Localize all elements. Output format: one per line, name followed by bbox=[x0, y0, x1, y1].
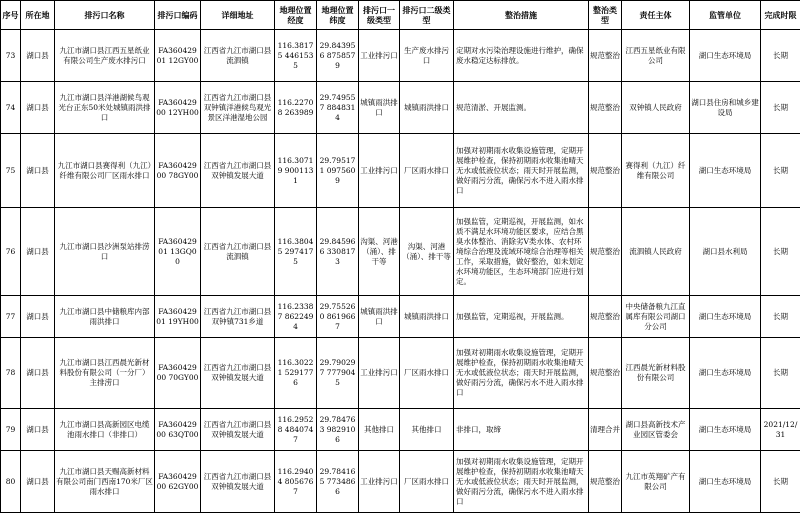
cell-longitude: 116.30221 5291776 bbox=[275, 338, 317, 409]
cell-responsible-party: 江西五星纸业有限公司 bbox=[622, 30, 690, 82]
cell-measures: 加强监管，定期巡视，开展监测，如水质不满足水环境功能区要求，应结合黑臭水体整治、消除劣Ⅴ类水体、农村环境综合治理及流域环境综合治理等相关工作，采取措施，做好整治，如未划定水环境功能区，生态环境部门应进行划定。 bbox=[454, 208, 589, 296]
cell-outfall-code: FA36042901 12GY00 bbox=[155, 30, 201, 82]
cell-supervisor: 湖口生态环境局 bbox=[690, 134, 761, 208]
cell-no: 77 bbox=[1, 296, 21, 338]
cell-type-2: 沟渠、河港（涌）、排干等 bbox=[400, 208, 454, 296]
cell-address: 江西省九江市湖口县双钟镇731乡道 bbox=[201, 296, 275, 338]
table-row bbox=[1, 409, 800, 451]
table-row bbox=[1, 208, 800, 296]
cell-type-2: 厂区雨水排口 bbox=[400, 338, 454, 409]
cell-remediation-type: 规范整治 bbox=[589, 296, 622, 338]
cell-responsible-party: 双钟镇人民政府 bbox=[622, 82, 690, 134]
cell-responsible-party: 九江市英翔矿产有限公司 bbox=[622, 451, 690, 513]
cell-deadline: 长期 bbox=[761, 134, 800, 208]
cell-location: 湖口县 bbox=[21, 82, 55, 134]
cell-longitude: 116.30719 9001131 bbox=[275, 134, 317, 208]
cell-supervisor: 湖口生态环境局 bbox=[690, 409, 761, 451]
cell-deadline: 长期 bbox=[761, 82, 800, 134]
cell-supervisor: 湖口生态环境局 bbox=[690, 296, 761, 338]
cell-type-1: 工业排污口 bbox=[359, 451, 400, 513]
cell-responsible-party: 湖口县高新技术产业园区管委会 bbox=[622, 409, 690, 451]
cell-outfall-name: 九江市湖口县中储粮库内部雨洪排口 bbox=[55, 296, 155, 338]
cell-type-1: 工业排污口 bbox=[359, 338, 400, 409]
table-row bbox=[1, 338, 800, 409]
cell-outfall-code: FA36042900 70GY00 bbox=[155, 338, 201, 409]
cell-type-1: 沟渠、河港（涌）、排干等 bbox=[359, 208, 400, 296]
cell-location: 湖口县 bbox=[21, 30, 55, 82]
cell-remediation-type: 规范整治 bbox=[589, 134, 622, 208]
cell-latitude: 29.755260 8619667 bbox=[317, 296, 359, 338]
cell-location: 湖口县 bbox=[21, 296, 55, 338]
cell-longitude: 116.29528 4840747 bbox=[275, 409, 317, 451]
cell-address: 江西省九江市湖口县双钟镇发展大道 bbox=[201, 451, 275, 513]
cell-deadline: 长期 bbox=[761, 296, 800, 338]
header-deadline: 完成时限 bbox=[761, 1, 800, 30]
cell-supervisor: 湖口县住房和城乡建设局 bbox=[690, 82, 761, 134]
cell-deadline: 长期 bbox=[761, 30, 800, 82]
header-measures: 整治措施 bbox=[454, 1, 589, 30]
cell-no: 76 bbox=[1, 208, 21, 296]
cell-responsible-party: 中央储备粮九江直属库有限公司湖口分公司 bbox=[622, 296, 690, 338]
cell-address: 江西省九江市湖口县流泗镇 bbox=[201, 30, 275, 82]
cell-measures: 定期对水污染治理设施进行维护，确保废水稳定达标排放。 bbox=[454, 30, 589, 82]
cell-responsible-party: 赛得利（九江）纤维有限公司 bbox=[622, 134, 690, 208]
cell-responsible-party: 江西晨光新材料股份有限公司 bbox=[622, 338, 690, 409]
cell-supervisor: 湖口生态环境局 bbox=[690, 338, 761, 409]
cell-outfall-code: FA36042900 78GY00 bbox=[155, 134, 201, 208]
cell-no: 79 bbox=[1, 409, 21, 451]
cell-deadline: 长期 bbox=[761, 451, 800, 513]
cell-supervisor: 湖口生态环境局 bbox=[690, 451, 761, 513]
cell-measures: 加强对初期雨水收集设施管理，定期开展维护检查，保持初期雨水收集池晴天无水或低液位状态；雨天时开展监测，做好雨污分流，确保污水不进入雨水排口 bbox=[454, 338, 589, 409]
header-no: 序号 bbox=[1, 1, 21, 30]
cell-no: 80 bbox=[1, 451, 21, 513]
cell-type-2: 生产废水排污口 bbox=[400, 30, 454, 82]
cell-latitude: 29.845966 3308173 bbox=[317, 208, 359, 296]
header-longitude: 地理位置经度 bbox=[275, 1, 317, 30]
cell-no: 75 bbox=[1, 134, 21, 208]
cell-measures: 规范清淤、开展监测。 bbox=[454, 82, 589, 134]
header-type-2: 排污口二级类型 bbox=[400, 1, 454, 30]
header-outfall-code: 排污口编码 bbox=[155, 1, 201, 30]
cell-address: 江西省九江市湖口县双钟镇洋港候鸟观光景区洋港湿地公园 bbox=[201, 82, 275, 134]
cell-supervisor: 湖口县水利局 bbox=[690, 208, 761, 296]
cell-type-2: 厂区雨水排口 bbox=[400, 451, 454, 513]
cell-outfall-name: 九江市湖口县天赐高新材料有限公司南门西南170米厂区雨水排口 bbox=[55, 451, 155, 513]
header-row bbox=[1, 1, 800, 30]
cell-location: 湖口县 bbox=[21, 134, 55, 208]
cell-outfall-name: 九江市湖口县沙洲泵站排涝口 bbox=[55, 208, 155, 296]
cell-measures: 加强监管，定期巡视，开展监测。 bbox=[454, 296, 589, 338]
cell-longitude: 116.22708 263989 bbox=[275, 82, 317, 134]
cell-latitude: 29.749557 8848314 bbox=[317, 82, 359, 134]
cell-type-2: 城镇雨洪排口 bbox=[400, 296, 454, 338]
cell-type-1: 其他排口 bbox=[359, 409, 400, 451]
cell-outfall-code: FA36042900 63QT00 bbox=[155, 409, 201, 451]
cell-latitude: 29.843956 8758579 bbox=[317, 30, 359, 82]
cell-remediation-type: 规范整治 bbox=[589, 82, 622, 134]
cell-latitude: 29.790297 7779045 bbox=[317, 338, 359, 409]
cell-no: 78 bbox=[1, 338, 21, 409]
cell-deadline: 长期 bbox=[761, 338, 800, 409]
cell-remediation-type: 规范整治 bbox=[589, 338, 622, 409]
header-remediation-type: 整治类型 bbox=[589, 1, 622, 30]
cell-type-1: 工业排污口 bbox=[359, 134, 400, 208]
cell-outfall-name: 九江市湖口县洋港湖候鸟观光台正东50米处城镇雨洪排口 bbox=[55, 82, 155, 134]
cell-address: 江西省九江市湖口县双钟镇发展大道 bbox=[201, 409, 275, 451]
cell-longitude: 116.23387 8622494 bbox=[275, 296, 317, 338]
cell-outfall-name: 九江市湖口县江西晨光新材料股份有限公司（一分厂）主排涝口 bbox=[55, 338, 155, 409]
header-type-1: 排污口一级类型 bbox=[359, 1, 400, 30]
header-responsible-party: 责任主体 bbox=[622, 1, 690, 30]
cell-remediation-type: 规范整治 bbox=[589, 208, 622, 296]
header-address: 详细地址 bbox=[201, 1, 275, 30]
cell-type-2: 其他排口 bbox=[400, 409, 454, 451]
table-row bbox=[1, 30, 800, 82]
cell-remediation-type: 规范整治 bbox=[589, 451, 622, 513]
cell-remediation-type: 规范整治 bbox=[589, 30, 622, 82]
table-row bbox=[1, 82, 800, 134]
cell-responsible-party: 流泗镇人民政府 bbox=[622, 208, 690, 296]
header-supervisor: 监管单位 bbox=[690, 1, 761, 30]
cell-outfall-code: FA36042901 13GQ00 bbox=[155, 208, 201, 296]
cell-location: 湖口县 bbox=[21, 451, 55, 513]
cell-location: 湖口县 bbox=[21, 208, 55, 296]
cell-outfall-code: FA36042901 19YH00 bbox=[155, 296, 201, 338]
cell-measures: 加强对初期雨水收集设施管理，定期开展维护检查，保持初期雨水收集池晴天无水或低液位状态；雨天时开展监测，做好雨污分流，确保污水不进入雨水排口 bbox=[454, 134, 589, 208]
cell-longitude: 116.38175 4461535 bbox=[275, 30, 317, 82]
cell-measures: 非排口，取缔 bbox=[454, 409, 589, 451]
cell-type-1: 城镇雨洪排口 bbox=[359, 296, 400, 338]
cell-outfall-code: FA36042900 62GY00 bbox=[155, 451, 201, 513]
cell-deadline: 长期 bbox=[761, 208, 800, 296]
table-row bbox=[1, 296, 800, 338]
cell-address: 江西省九江市湖口县双钟镇发展大道 bbox=[201, 134, 275, 208]
cell-no: 73 bbox=[1, 30, 21, 82]
cell-remediation-type: 清理合并 bbox=[589, 409, 622, 451]
cell-latitude: 29.784763 9829106 bbox=[317, 409, 359, 451]
cell-outfall-name: 九江市湖口县江西五星纸业有限公司生产废水排污口 bbox=[55, 30, 155, 82]
cell-location: 湖口县 bbox=[21, 338, 55, 409]
cell-type-2: 厂区雨水排口 bbox=[400, 134, 454, 208]
cell-latitude: 29.784165 7734866 bbox=[317, 451, 359, 513]
cell-longitude: 116.29404 8056767 bbox=[275, 451, 317, 513]
header-outfall-name: 排污口名称 bbox=[55, 1, 155, 30]
table-row bbox=[1, 134, 800, 208]
cell-type-2: 城镇雨洪排口 bbox=[400, 82, 454, 134]
cell-longitude: 116.38045 2974175 bbox=[275, 208, 317, 296]
cell-outfall-name: 九江市湖口县高新园区电缆池雨水排口（非排口） bbox=[55, 409, 155, 451]
table-row bbox=[1, 451, 800, 513]
cell-location: 湖口县 bbox=[21, 409, 55, 451]
cell-deadline: 2021/12/31 bbox=[761, 409, 800, 451]
cell-outfall-code: FA36042900 12YH00 bbox=[155, 82, 201, 134]
cell-latitude: 29.795171 0975609 bbox=[317, 134, 359, 208]
cell-address: 江西省九江市湖口县双钟镇发展大道 bbox=[201, 338, 275, 409]
cell-no: 74 bbox=[1, 82, 21, 134]
cell-supervisor: 湖口生态环境局 bbox=[690, 30, 761, 82]
cell-outfall-name: 九江市湖口县赛得利（九江）纤维有限公司厂区雨水排口 bbox=[55, 134, 155, 208]
cell-type-1: 城镇雨洪排口 bbox=[359, 82, 400, 134]
cell-measures: 加强对初期雨水收集设施管理，定期开展维护检查，保持初期雨水收集池晴天无水或低液位状态；雨天时开展监测，做好雨污分流，确保污水不进入雨水排口 bbox=[454, 451, 589, 513]
header-location: 所在地 bbox=[21, 1, 55, 30]
header-latitude: 地理位置纬度 bbox=[317, 1, 359, 30]
cell-type-1: 工业排污口 bbox=[359, 30, 400, 82]
cell-address: 江西省九江市湖口县流泗镇 bbox=[201, 208, 275, 296]
